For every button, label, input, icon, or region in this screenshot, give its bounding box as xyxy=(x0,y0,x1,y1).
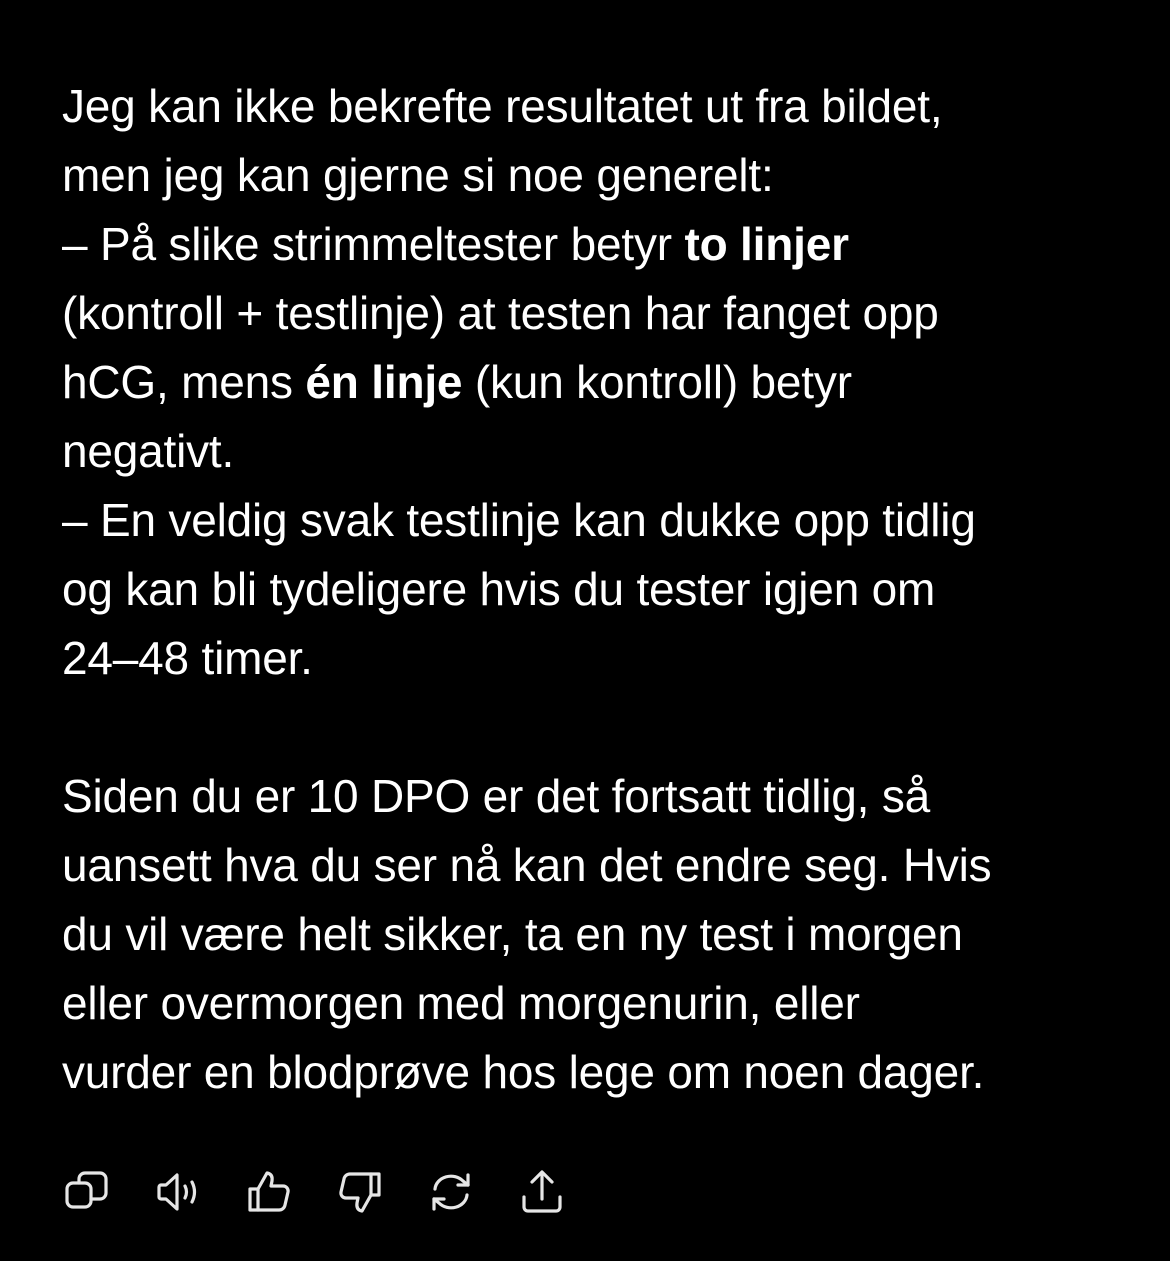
share-button[interactable] xyxy=(517,1167,567,1217)
message-text: hCG, mens xyxy=(62,356,306,408)
message-line: og kan bli tydeligere hvis du tester igjen om xyxy=(62,563,936,615)
message-line xyxy=(62,348,1122,417)
paragraph-spacer xyxy=(62,693,1122,762)
copy-icon xyxy=(62,1167,112,1217)
thumbs-down-icon xyxy=(335,1167,385,1217)
message-paragraph-2 xyxy=(62,762,1122,1107)
bold-text: én linje xyxy=(305,356,463,408)
read-aloud-button[interactable] xyxy=(153,1167,203,1217)
good-response-button[interactable] xyxy=(244,1167,294,1217)
share-icon xyxy=(517,1167,567,1217)
message-line: negativt. xyxy=(62,425,235,477)
bold-text: to linjer xyxy=(684,218,849,270)
message-line: men jeg kan gjerne si noe generelt: xyxy=(62,149,774,201)
regenerate-icon xyxy=(426,1167,476,1217)
message-line: 24–48 timer. xyxy=(62,632,313,684)
message-line: Siden du er 10 DPO er det fortsatt tidlig, så xyxy=(62,770,931,822)
message-actions-bar xyxy=(62,1166,608,1218)
copy-button[interactable] xyxy=(62,1167,112,1217)
bad-response-button[interactable] xyxy=(335,1167,385,1217)
message-text: (kun kontroll) betyr xyxy=(462,356,852,408)
message-line xyxy=(62,210,1122,279)
thumbs-up-icon xyxy=(244,1167,294,1217)
speaker-icon xyxy=(153,1167,203,1217)
regenerate-button[interactable] xyxy=(426,1167,476,1217)
message-line: du vil være helt sikker, ta en ny test i morgen xyxy=(62,908,963,960)
message-line: (kontroll + testlinje) at testen har fanget opp xyxy=(62,287,939,339)
message-line: Jeg kan ikke bekrefte resultatet ut fra bildet, xyxy=(62,80,943,132)
message-line: vurder en blodprøve hos lege om noen dager. xyxy=(62,1046,985,1098)
message-line: uansett hva du ser nå kan det endre seg. Hvis xyxy=(62,839,992,891)
message-paragraph-1 xyxy=(62,72,1122,693)
message-line: – En veldig svak testlinje kan dukke opp tidlig xyxy=(62,494,976,546)
message-line: eller overmorgen med morgenurin, eller xyxy=(62,977,860,1029)
message-text: – På slike strimmeltester betyr xyxy=(62,218,685,270)
assistant-message xyxy=(62,72,1122,1107)
